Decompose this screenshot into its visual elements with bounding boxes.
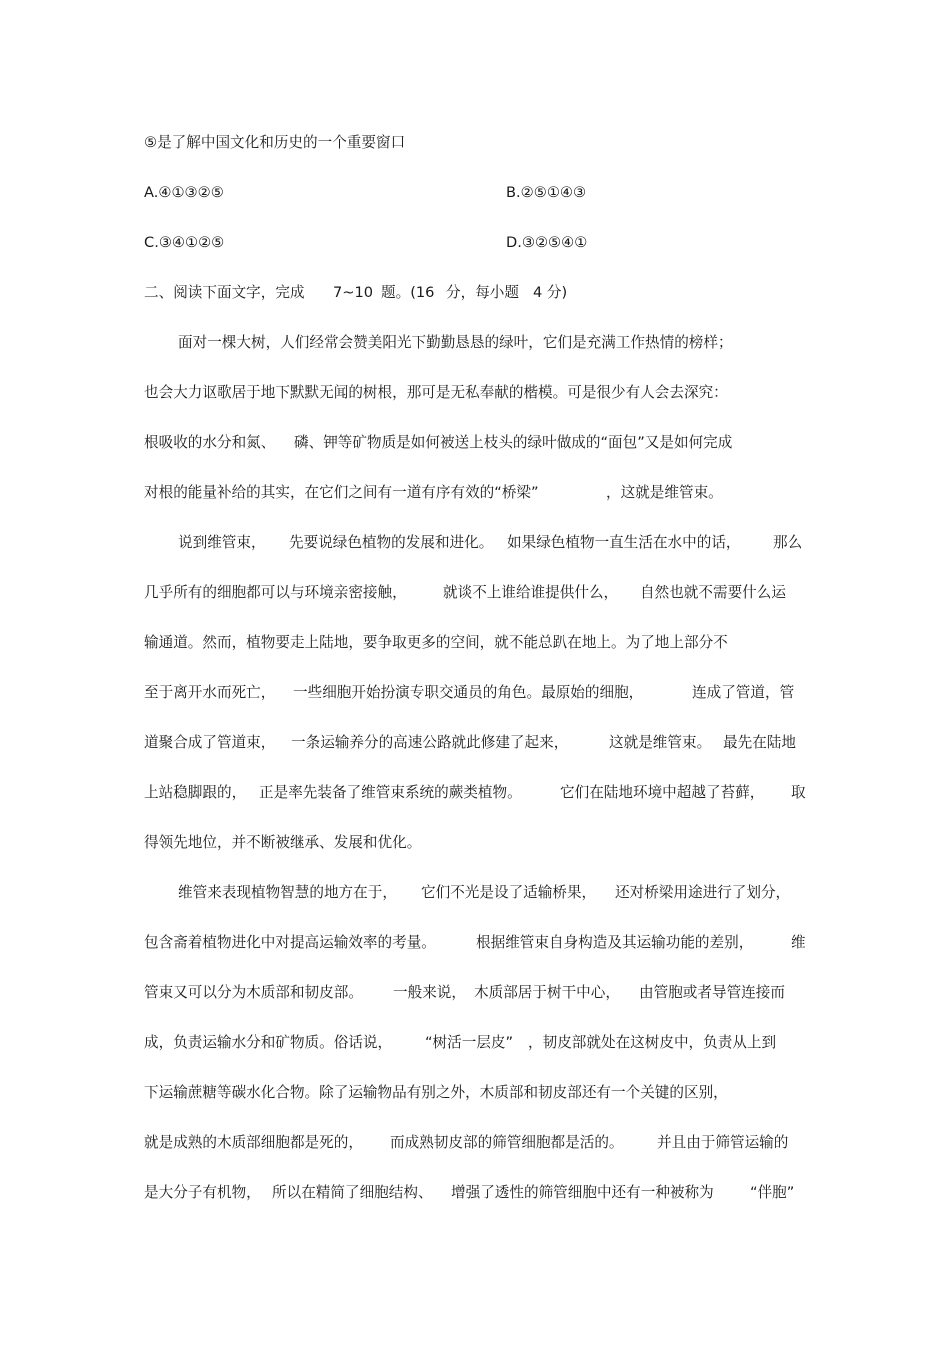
passage-text-segment: 最先在陆地: [723, 734, 796, 751]
passage-text-segment: 连成了管道，管: [692, 684, 795, 701]
passage-text-segment: 一些细胞开始扮演专职交通员的角色。最原始的细胞，: [293, 684, 644, 701]
passage-text-segment: 维管来表现植物智慧的地方在于，: [178, 884, 397, 901]
passage-line: [0, 883, 950, 903]
passage-text-segment: 那么: [773, 534, 803, 551]
passage-text-segment: 先要说绿色植物的发展和进化。: [289, 534, 494, 551]
passage-line: [0, 683, 950, 703]
option-a: A.④①③②⑤: [144, 184, 224, 201]
passage-text-segment: “树活一层皮”: [425, 1034, 514, 1051]
passage-line: [0, 833, 950, 853]
passage-text-segment: ，这就是维管束。: [606, 484, 723, 501]
passage-line: [0, 333, 950, 353]
section-heading-text: 4 分): [533, 284, 568, 301]
section-heading-question-range: 7~10: [333, 284, 374, 301]
passage-text-segment: 它们不光是设了适输桥果，: [421, 884, 597, 901]
passage-line: [0, 933, 950, 953]
passage-text-segment: 木质部居于树干中心，: [474, 984, 620, 1001]
passage-text-segment: 由管胞或者导管连接而: [639, 984, 785, 1001]
passage-line: [0, 383, 950, 403]
passage-text-segment: 一般来说，: [393, 984, 466, 1001]
passage-line: [0, 783, 950, 803]
passage-text-segment: 而成熟韧皮部的筛管细胞都是活的。: [390, 1134, 624, 1151]
passage-text-segment: 它们在陆地环境中超越了苔藓，: [560, 784, 765, 801]
passage-text-segment: 面对一棵大树，人们经常会赞美阳光下勤勤恳恳的绿叶，它们是充满工作热情的榜样；: [178, 334, 733, 351]
passage-text-segment: 是大分子有机物，: [144, 1184, 261, 1201]
passage-text-segment: 管束又可以分为木质部和韧皮部。: [144, 984, 363, 1001]
passage-line: [0, 1033, 950, 1053]
passage-text-segment: 下运输蔗糖等碳水化合物。除了运输物品有别之外，木质部和韧皮部还有一个关键的区别，: [144, 1084, 728, 1101]
passage-text-segment: 取: [791, 784, 806, 801]
passage-text-segment: 就谈不上谁给谁提供什么，: [443, 584, 619, 601]
passage-text-segment: 根据维管束自身构造及其运输功能的差别，: [476, 934, 754, 951]
passage-text-segment: “伴胞”: [750, 1184, 795, 1201]
passage-line: [0, 733, 950, 753]
passage-text-segment: 得领先地位，并不断被继承、发展和优化。: [144, 834, 422, 851]
section-heading-text: 二、阅读下面文字，完成: [144, 284, 305, 301]
passage-line: [0, 1133, 950, 1153]
passage-text-segment: 说到维管束，: [178, 534, 266, 551]
passage-text-segment: 并且由于筛管运输的: [657, 1134, 789, 1151]
passage-text-segment: ，韧皮部就处在这树皮中，负责从上到: [528, 1034, 777, 1051]
passage-text-segment: 上站稳脚跟的，: [144, 784, 247, 801]
passage-text-segment: 如果绿色植物一直生活在水中的话，: [507, 534, 741, 551]
passage-line: [0, 1183, 950, 1203]
passage-text-segment: 至于离开水而死亡，: [144, 684, 276, 701]
passage-text-segment: 根吸收的水分和氮、: [144, 434, 276, 451]
passage-text-segment: 就是成熟的木质部细胞都是死的，: [144, 1134, 363, 1151]
options-row-1: [0, 183, 950, 203]
passage-line: [0, 433, 950, 453]
option-d: D.③②⑤④①: [506, 234, 588, 251]
passage-text-segment: 几乎所有的细胞都可以与环境亲密接触，: [144, 584, 407, 601]
passage-text-segment: 一条运输养分的高速公路就此修建了起来，: [291, 734, 569, 751]
section-heading-text: 分，每小题: [446, 284, 519, 301]
passage-line: [0, 533, 950, 553]
passage-text-segment: 维: [791, 934, 806, 951]
passage-line: [0, 633, 950, 653]
passage-text-segment: 所以在精简了细胞结构、: [272, 1184, 433, 1201]
passage-line: [0, 983, 950, 1003]
passage-text-segment: 这就是维管束。: [609, 734, 712, 751]
passage-text-segment: 自然也就不需要什么运: [640, 584, 786, 601]
passage-line: [0, 1083, 950, 1103]
options-row-2: [0, 233, 950, 253]
option-c: C.③④①②⑤: [144, 234, 225, 251]
option-b: B.②⑤①④③: [506, 184, 587, 201]
passage-line: [0, 583, 950, 603]
passage-text-segment: 包含斋着植物进化中对提高运输效率的考量。: [144, 934, 436, 951]
question-item-5: ⑤是了解中国文化和历史的一个重要窗口: [144, 134, 406, 151]
section-heading: [0, 283, 950, 303]
question-item-5-line: [0, 133, 950, 153]
passage-text-segment: 增强了透性的筛管细胞中还有一种被称为: [451, 1184, 714, 1201]
passage-text-segment: 还对桥梁用途进行了划分，: [615, 884, 791, 901]
section-heading-text: 题。(16: [381, 284, 435, 301]
passage-text-segment: 道聚合成了管道束，: [144, 734, 276, 751]
passage-line: [0, 483, 950, 503]
passage-text-segment: 正是率先装备了维管束系统的蕨类植物。: [259, 784, 522, 801]
passage-text-segment: 输通道。然而，植物要走上陆地，要争取更多的空间，就不能总趴在地上。为了地上部分不: [144, 634, 728, 651]
passage-text-segment: 磷、钾等矿物质是如何被送上枝头的绿叶做成的“面包”又是如何完成: [294, 434, 733, 451]
passage-text-segment: 对根的能量补给的其实，在它们之间有一道有序有效的“桥梁”: [144, 484, 539, 501]
passage-text-segment: 也会大力讴歌居于地下默默无闻的树根，那可是无私奉献的楷模。可是很少有人会去深究：: [144, 384, 728, 401]
passage-text-segment: 成，负责运输水分和矿物质。俗话说，: [144, 1034, 393, 1051]
